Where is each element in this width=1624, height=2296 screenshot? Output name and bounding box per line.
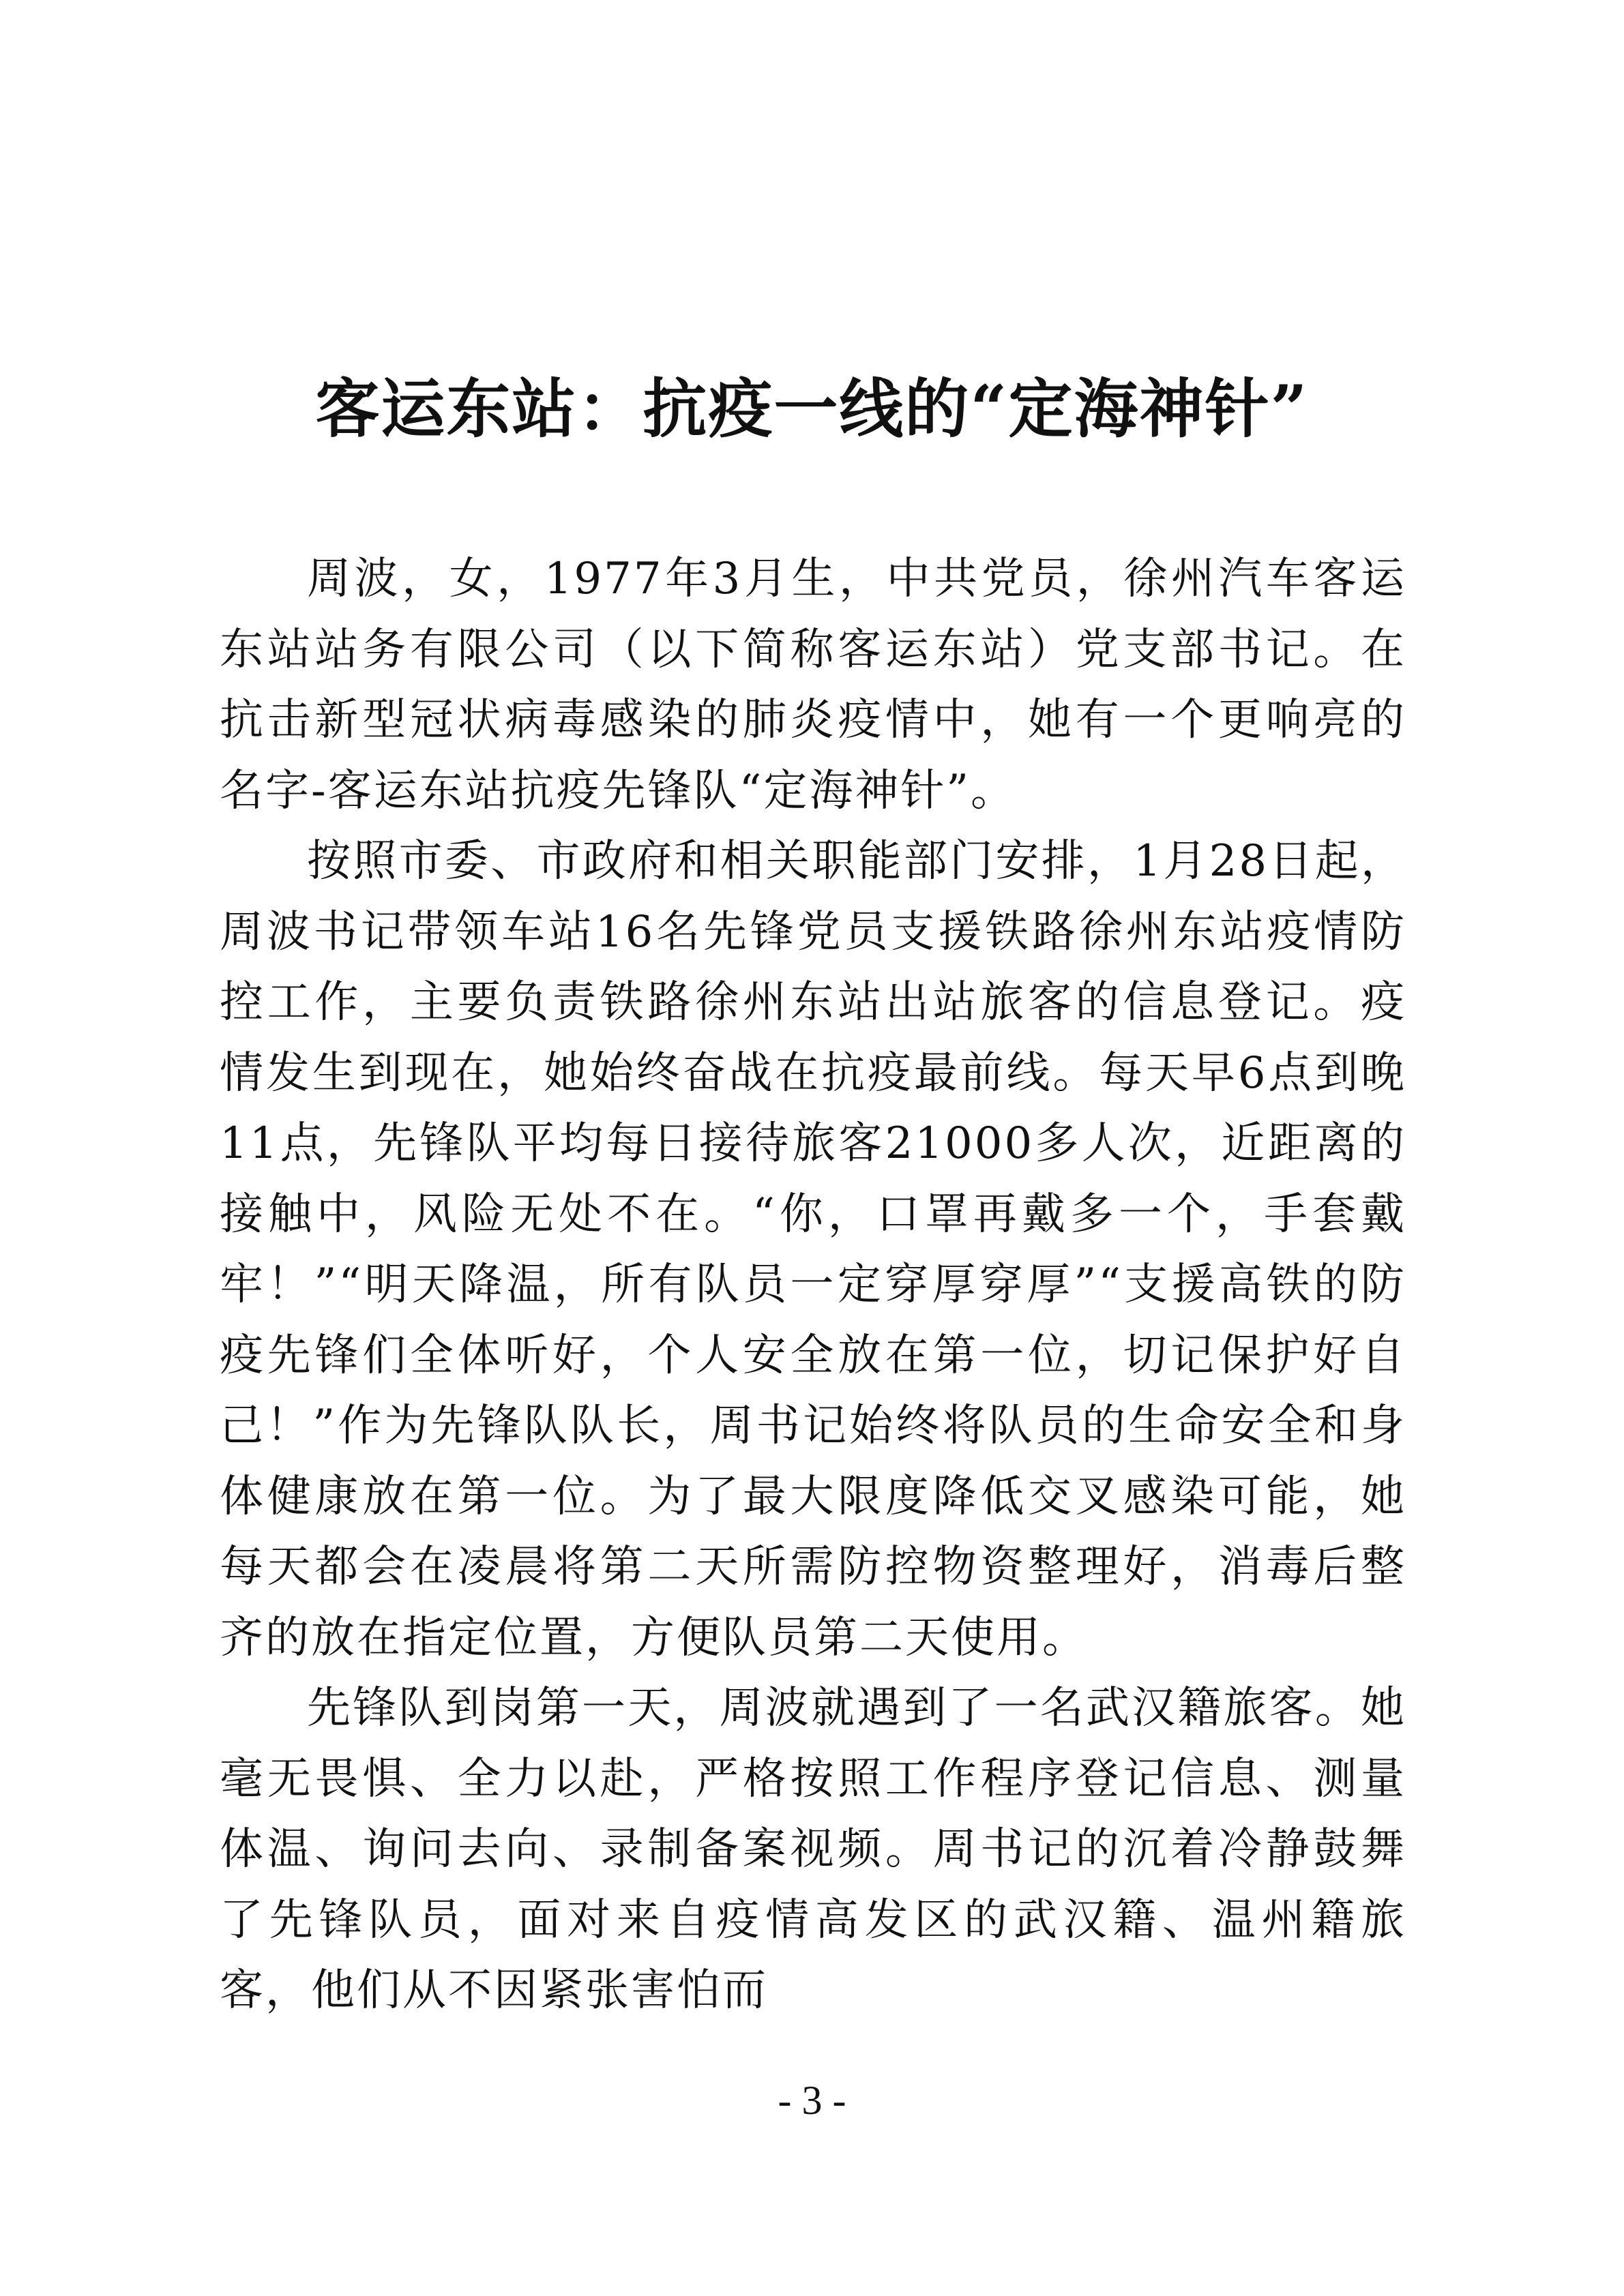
page-number: - 3 -: [778, 2078, 846, 2123]
document-title: 客运东站：抗疫一线的“定海神针”: [315, 372, 1309, 447]
paragraph-1: 周波，女，1977年3月生，中共党员，徐州汽车客运东站站务有限公司（以下简称客运东站）党支部书记。在抗击新型冠状病毒感染的肺炎疫情中，她有一个更响亮的名字-客运东站抗疫先锋队“定海神针”。: [220, 554, 1406, 816]
paragraph-3: 先锋队到岗第一天，周波就遇到了一名武汉籍旅客。她毫无畏惧、全力以赴，严格按照工作程序登记信息、测量体温、询问去向、录制备案视频。周书记的沉着冷静鼓舞了先锋队员，面对来自疫情高发区的武汉籍、温州籍旅客，他们从不因紧张害怕而: [220, 1683, 1406, 2016]
paragraph-2: 按照市委、市政府和相关职能部门安排，1月28日起，周波书记带领车站16名先锋党员支援铁路徐州东站疫情防控工作，主要负责铁路徐州东站出站旅客的信息登记。疫情发生到现在，她始终奋战在抗疫最前线。每天早6点到晚11点，先锋队平均每日接待旅客21000多人次，近距离的接触中，风险无处不在。“你，口罩再戴多一个，手套戴牢！”“明天降温，所有队员一定穿厚穿厚”“支援高铁的防疫先锋们全体听好，个人安全放在第一位，切记保护好自己！”作为先锋队队长，周书记始终将队员的生命安全和身体健康放在第一位。为了最大限度降低交叉感染可能，她每天都会在凌晨将第二天所需防控物资整理好，消毒后整齐的放在指定位置，方便队员第二天使用。: [220, 836, 1406, 1663]
document-body: [220, 544, 1406, 2027]
